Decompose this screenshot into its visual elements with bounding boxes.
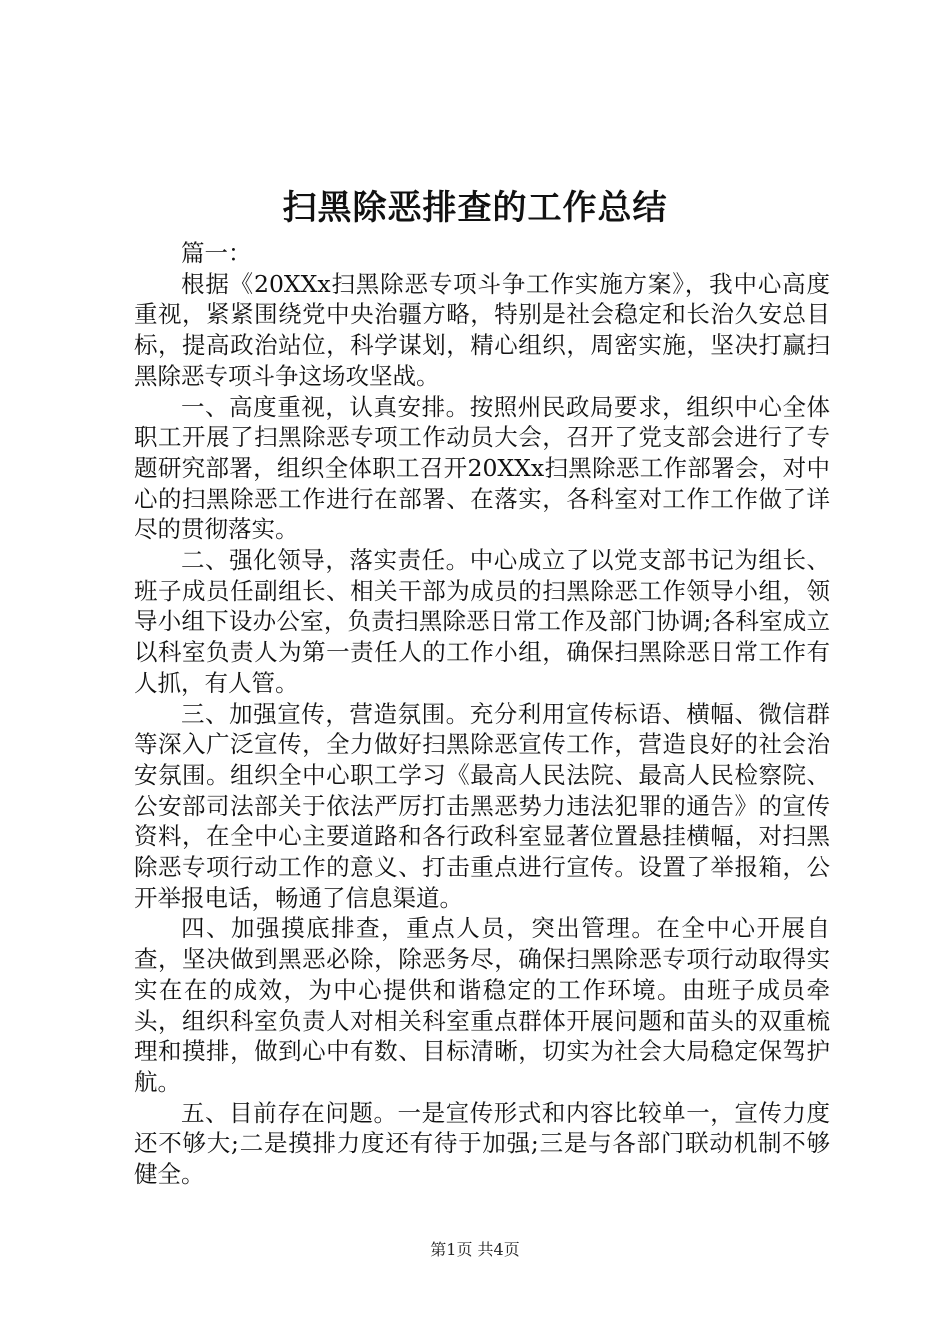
paragraph-intro: 根据《20XXx扫黑除恶专项斗争工作实施方案》，我中心高度重视，紧紧围绕党中央治疆方略，特别是社会稳定和长治久安总目标，提高政治站位，科学谋划，精心组织，周密实施，坚决打赢扫黑除恶专项斗争这场攻坚战。 — [134, 269, 830, 390]
paragraph-section-label: 篇一： — [181, 239, 252, 267]
document-body — [134, 238, 830, 1190]
document-title: 扫黑除恶排查的工作总结 — [282, 188, 668, 228]
page-number-footer: 第1页 共4页 — [430, 1240, 520, 1259]
paragraph-point-5: 五、目前存在问题。一是宣传形式和内容比较单一，宣传力度还不够大;二是摸排力度还有待于加强;三是与各部门联动机制不够健全。 — [134, 1098, 830, 1189]
paragraph-point-1: 一、高度重视，认真安排。按照州民政局要求，组织中心全体职工开展了扫黑除恶专项工作动员大会，召开了党支部会进行了专题研究部署，组织全体职工召开20XXx扫黑除恶工作部署会，对中心的扫黑除恶工作进行在部署、在落实，各科室对工作工作做了详尽的贯彻落实。 — [134, 392, 830, 544]
paragraph-point-3: 三、加强宣传，营造氛围。充分利用宣传标语、横幅、微信群等深入广泛宣传，全力做好扫黑除恶宣传工作，营造良好的社会治安氛围。组织全中心职工学习《最高人民法院、最高人民检察院、公安部司法部关于依法严厉打击黑恶势力违法犯罪的通告》的宣传资料，在全中心主要道路和各行政科室显著位置悬挂横幅，对扫黑除恶专项行动工作的意义、打击重点进行宣传。设置了举报箱，公开举报电话，畅通了信息渠道。 — [134, 699, 830, 912]
paragraph-point-4: 四、加强摸底排查，重点人员，突出管理。在全中心开展自查，坚决做到黑恶必除，除恶务尽，确保扫黑除恶专项行动取得实实在在的成效，为中心提供和谐稳定的工作环境。由班子成员牵头，组织科室负责人对相关科室重点群体开展问题和苗头的双重梳理和摸排，做到心中有数、目标清晰，切实为社会大局稳定保驾护航。 — [134, 914, 830, 1096]
paragraph-point-2: 二、强化领导，落实责任。中心成立了以党支部书记为组长、班子成员任副组长、相关干部为成员的扫黑除恶工作领导小组，领导小组下设办公室，负责扫黑除恶日常工作及部门协调;各科室成立以科室负责人为第一责任人的工作小组，确保扫黑除恶日常工作有人抓，有人管。 — [134, 546, 830, 697]
